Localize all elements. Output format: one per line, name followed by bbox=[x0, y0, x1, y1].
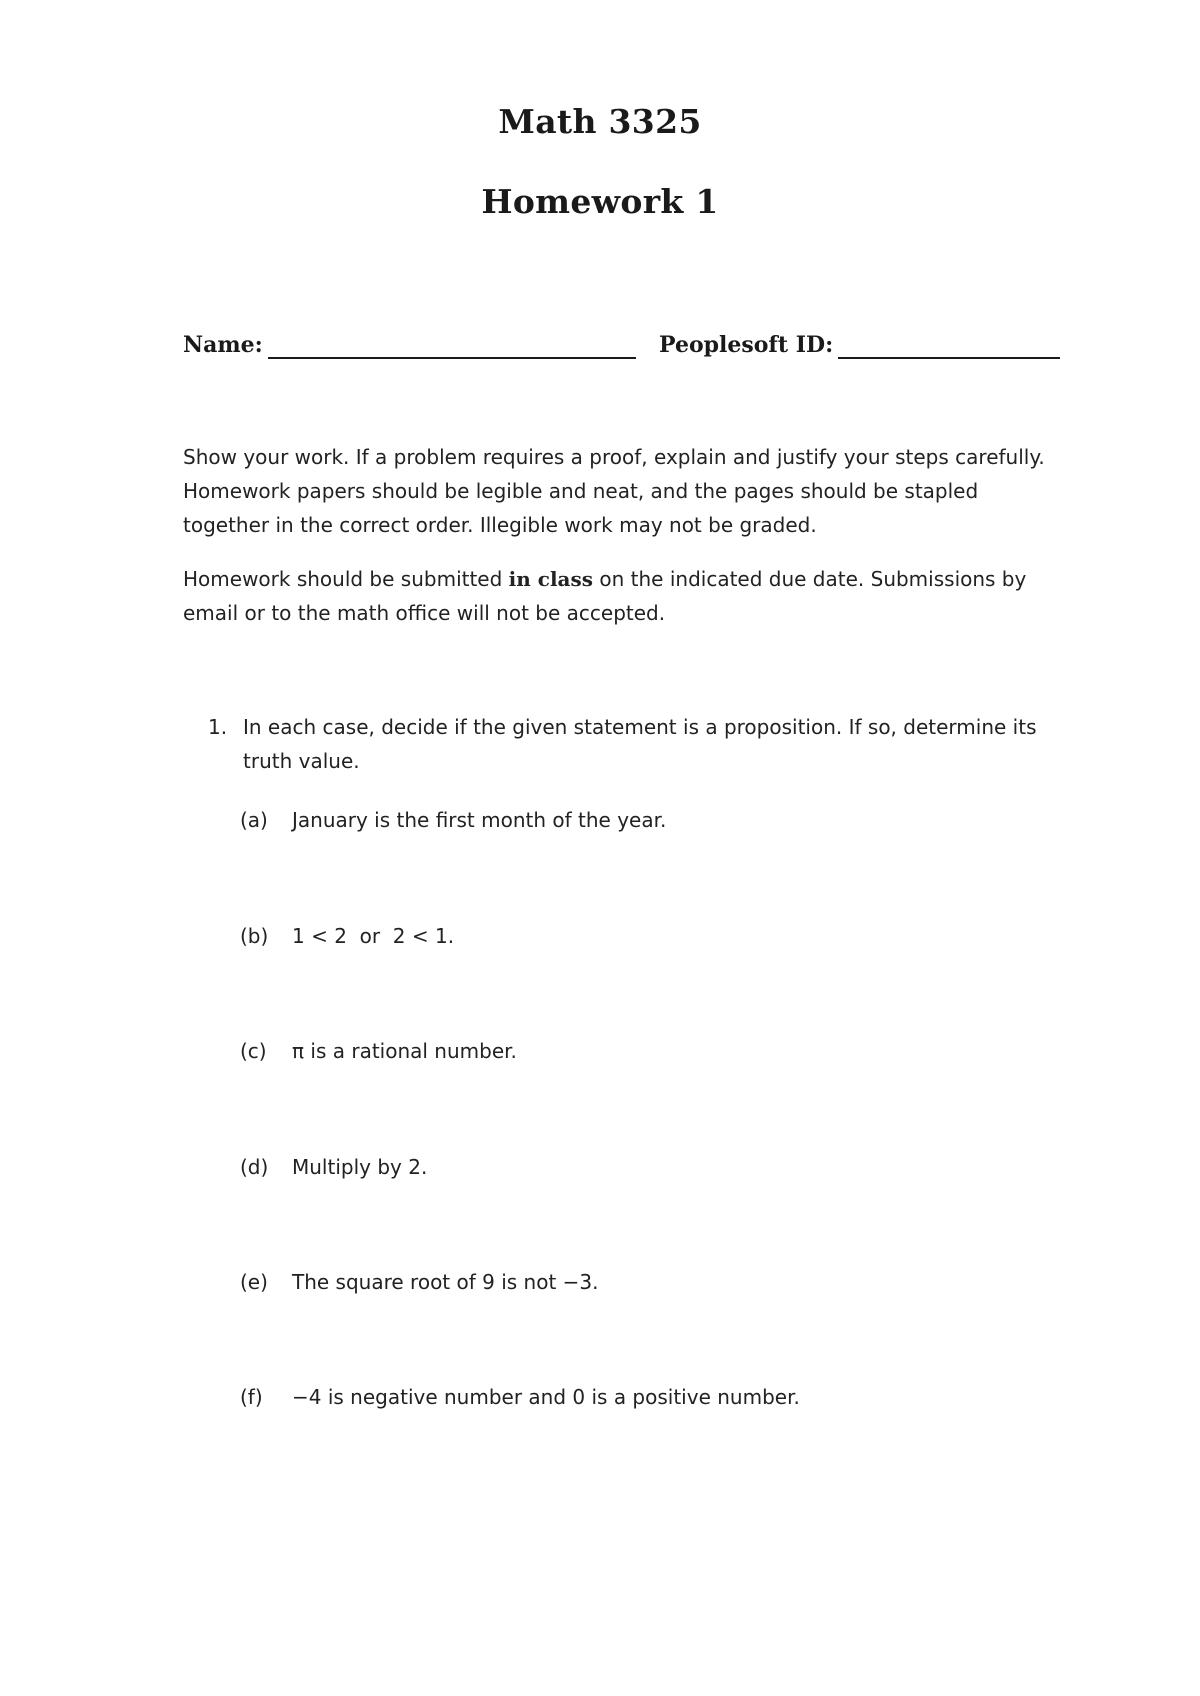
part-text: −4 is negative number and 0 is a positive number. bbox=[292, 1385, 800, 1409]
part-label: (a) bbox=[240, 808, 268, 832]
part-label: (b) bbox=[240, 924, 269, 948]
part-text: The square root of 9 is not −3. bbox=[292, 1270, 599, 1294]
part-text: January is the first month of the year. bbox=[292, 808, 667, 832]
problem-number: 1. bbox=[208, 715, 228, 739]
name-blank bbox=[268, 357, 636, 359]
name-label: Name: bbox=[183, 332, 263, 358]
problem-part-c bbox=[240, 1039, 1060, 1069]
part-text: π is a rational number. bbox=[292, 1039, 517, 1063]
course-title: Math 3325 bbox=[498, 102, 702, 141]
student-info-line bbox=[183, 330, 1060, 364]
instructions-paragraph-1: Show your work. If a problem requires a proof, explain and justify your steps carefully. Homework papers should be legible and neat, and the pages should be stapled together in the correct order. Illegible work may not be graded. bbox=[183, 445, 1045, 537]
problem-part-e bbox=[240, 1270, 1060, 1300]
instructions-p2-before: Homework should be submitted bbox=[183, 567, 509, 591]
peoplesoft-id-blank bbox=[838, 357, 1060, 359]
problem-part-d bbox=[240, 1155, 1060, 1185]
part-text: 1 < 2 or 2 < 1. bbox=[292, 924, 455, 948]
problem-statement: In each case, decide if the given statement is a proposition. If so, determine its truth value. bbox=[243, 715, 1037, 773]
peoplesoft-id-label: Peoplesoft ID: bbox=[659, 332, 834, 358]
part-label: (d) bbox=[240, 1155, 269, 1179]
instructions-p2-after: on the indicated due date. Submissions by email or to the math office will not be accepted. bbox=[183, 567, 1027, 625]
problem-part-a bbox=[240, 808, 1060, 838]
problem-part-f bbox=[240, 1385, 1060, 1415]
part-label: (e) bbox=[240, 1270, 268, 1294]
part-label: (c) bbox=[240, 1039, 267, 1063]
instructions-p2-bold: in class bbox=[508, 567, 594, 591]
instructions-paragraph-2 bbox=[183, 562, 1063, 630]
part-text: Multiply by 2. bbox=[292, 1155, 428, 1179]
part-label: (f) bbox=[240, 1385, 263, 1409]
problem-part-b bbox=[240, 924, 1060, 954]
assignment-title: Homework 1 bbox=[481, 182, 719, 221]
